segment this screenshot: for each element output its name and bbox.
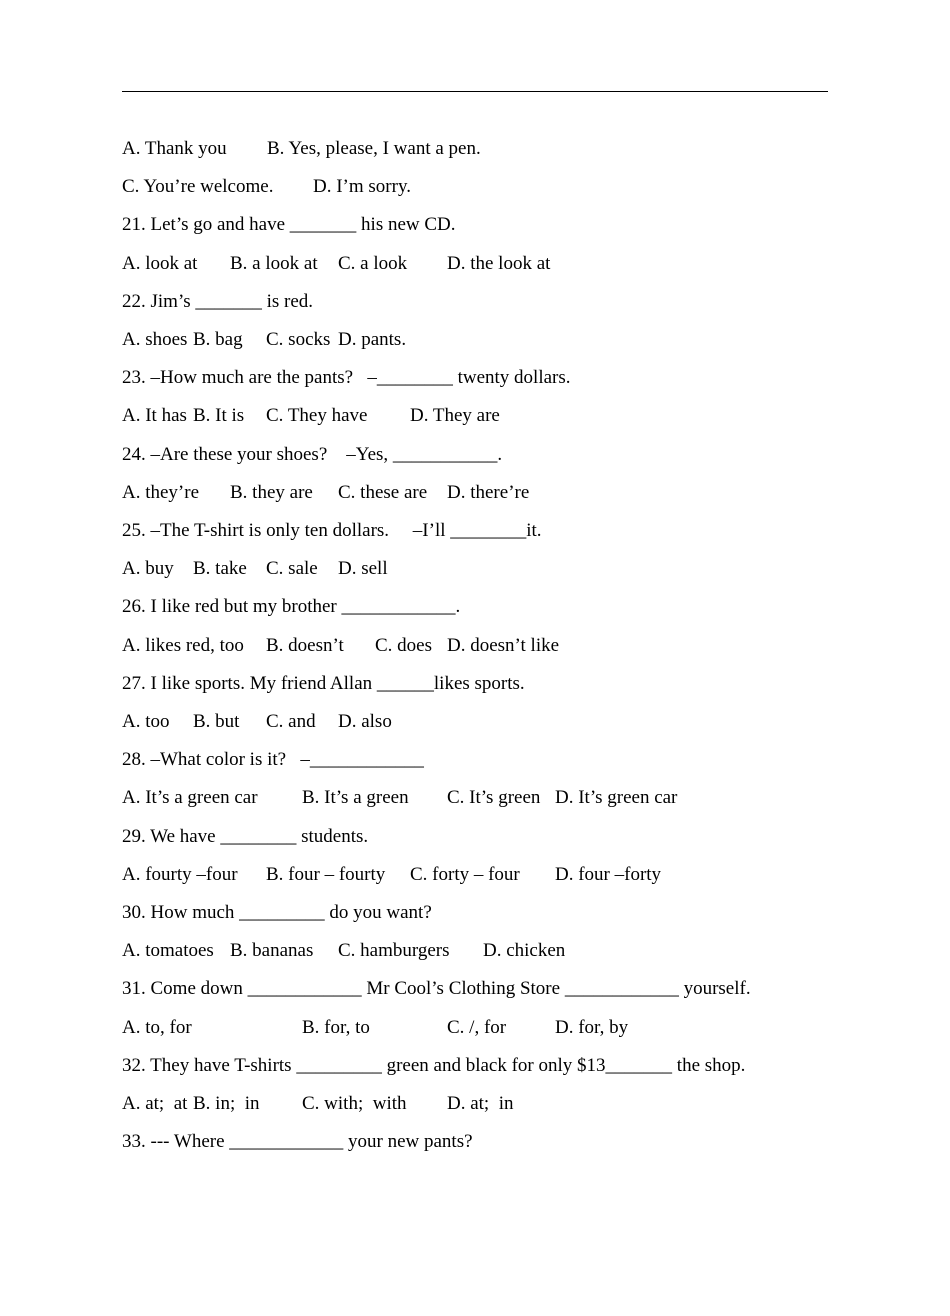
question-line: 21. Let’s go and have _______ his new CD. bbox=[122, 214, 456, 236]
answer-option: D. sell bbox=[338, 558, 388, 580]
answer-option: A. look at bbox=[122, 252, 198, 274]
question-line: 33. --- Where ____________ your new pants? bbox=[122, 1131, 473, 1153]
question-line: 27. I like sports. My friend Allan ______likes sports. bbox=[122, 672, 525, 694]
answer-option: D. pants. bbox=[338, 329, 407, 350]
answer-option: C. does bbox=[375, 634, 432, 656]
answer-option: C. a look bbox=[338, 252, 408, 274]
answer-option: A. at; at bbox=[122, 1093, 188, 1114]
answer-option: C. socks bbox=[266, 329, 331, 350]
header-rule bbox=[122, 91, 828, 92]
answer-option: D. at; in bbox=[447, 1093, 514, 1114]
options-line bbox=[122, 138, 842, 160]
answer-option: D. I’m sorry. bbox=[313, 176, 411, 198]
answer-option: C. with; with bbox=[302, 1093, 407, 1114]
answer-option: C. You’re welcome. bbox=[122, 176, 274, 198]
question-line: 29. We have ________ students. bbox=[122, 825, 369, 847]
answer-option: B. for, to bbox=[302, 1016, 370, 1038]
answer-option: C. and bbox=[266, 711, 316, 732]
answer-option: A. too bbox=[122, 711, 170, 732]
answer-option: B. bag bbox=[193, 329, 243, 350]
answer-option: A. likes red, too bbox=[122, 634, 244, 656]
question-line: 31. Come down ____________ Mr Cool’s Clothing Store ____________ yourself. bbox=[122, 978, 751, 1000]
question-line: 32. They have T-shirts _________ green and black for only $13_______ the shop. bbox=[122, 1054, 746, 1076]
question-line: 30. How much _________ do you want? bbox=[122, 902, 432, 923]
answer-option: D. for, by bbox=[555, 1016, 629, 1038]
question-line: 25. –The T-shirt is only ten dollars. –I’ll ________it. bbox=[122, 520, 542, 541]
answer-option: C. forty – four bbox=[410, 863, 520, 885]
answer-option: B. bananas bbox=[230, 940, 314, 962]
options-line bbox=[122, 405, 842, 427]
options-line bbox=[122, 1093, 842, 1115]
options-line bbox=[122, 482, 842, 504]
answer-option: D. there’re bbox=[447, 481, 530, 503]
answer-option: C. these are bbox=[338, 481, 428, 503]
answer-option: A. shoes bbox=[122, 329, 188, 350]
answer-option: B. in; in bbox=[193, 1093, 260, 1114]
answer-option: A. fourty –four bbox=[122, 863, 238, 885]
answer-option: A. to, for bbox=[122, 1016, 192, 1038]
answer-option: D. It’s green car bbox=[555, 787, 678, 809]
answer-option: D. They are bbox=[410, 405, 500, 427]
answer-option: B. four – fourty bbox=[266, 863, 386, 885]
answer-option: B. they are bbox=[230, 481, 313, 503]
answer-option: A. It’s a green car bbox=[122, 787, 258, 809]
options-line bbox=[122, 1017, 842, 1039]
answer-option: B. Yes, please, I want a pen. bbox=[267, 138, 481, 159]
options-line bbox=[122, 711, 842, 733]
options-line bbox=[122, 864, 842, 886]
question-line: 26. I like red but my brother ____________. bbox=[122, 596, 461, 618]
answer-option: A. they’re bbox=[122, 481, 200, 503]
answer-option: D. doesn’t like bbox=[447, 634, 560, 656]
options-line bbox=[122, 176, 842, 198]
question-line: 24. –Are these your shoes? –Yes, ___________. bbox=[122, 443, 503, 465]
options-line bbox=[122, 940, 842, 962]
answer-option: D. also bbox=[338, 711, 392, 732]
answer-option: B. take bbox=[193, 558, 247, 580]
question-line: 22. Jim’s _______ is red. bbox=[122, 290, 314, 312]
options-line bbox=[122, 558, 842, 580]
answer-option: D. four –forty bbox=[555, 863, 662, 885]
answer-option: B. a look at bbox=[230, 252, 318, 274]
options-line bbox=[122, 635, 842, 657]
answer-option: C. It’s green bbox=[447, 787, 541, 809]
options-line bbox=[122, 253, 842, 275]
answer-option: A. It has bbox=[122, 405, 187, 427]
answer-option: D. the look at bbox=[447, 252, 551, 274]
answer-option: A. tomatoes bbox=[122, 940, 214, 962]
answer-option: C. /, for bbox=[447, 1016, 507, 1038]
answer-option: A. Thank you bbox=[122, 138, 227, 159]
answer-option: B. but bbox=[193, 711, 240, 732]
answer-option: B. doesn’t bbox=[266, 634, 344, 656]
question-line: 23. –How much are the pants? –________ twenty dollars. bbox=[122, 367, 571, 389]
answer-option: D. chicken bbox=[483, 940, 566, 962]
answer-option: B. It’s a green bbox=[302, 787, 409, 809]
question-line: 28. –What color is it? –____________ bbox=[122, 749, 424, 771]
options-line bbox=[122, 787, 842, 809]
answer-option: A. buy bbox=[122, 558, 174, 580]
options-line bbox=[122, 329, 842, 351]
answer-option: C. sale bbox=[266, 558, 318, 580]
answer-option: B. It is bbox=[193, 405, 245, 427]
answer-option: C. They have bbox=[266, 405, 368, 427]
answer-option: C. hamburgers bbox=[338, 940, 450, 962]
